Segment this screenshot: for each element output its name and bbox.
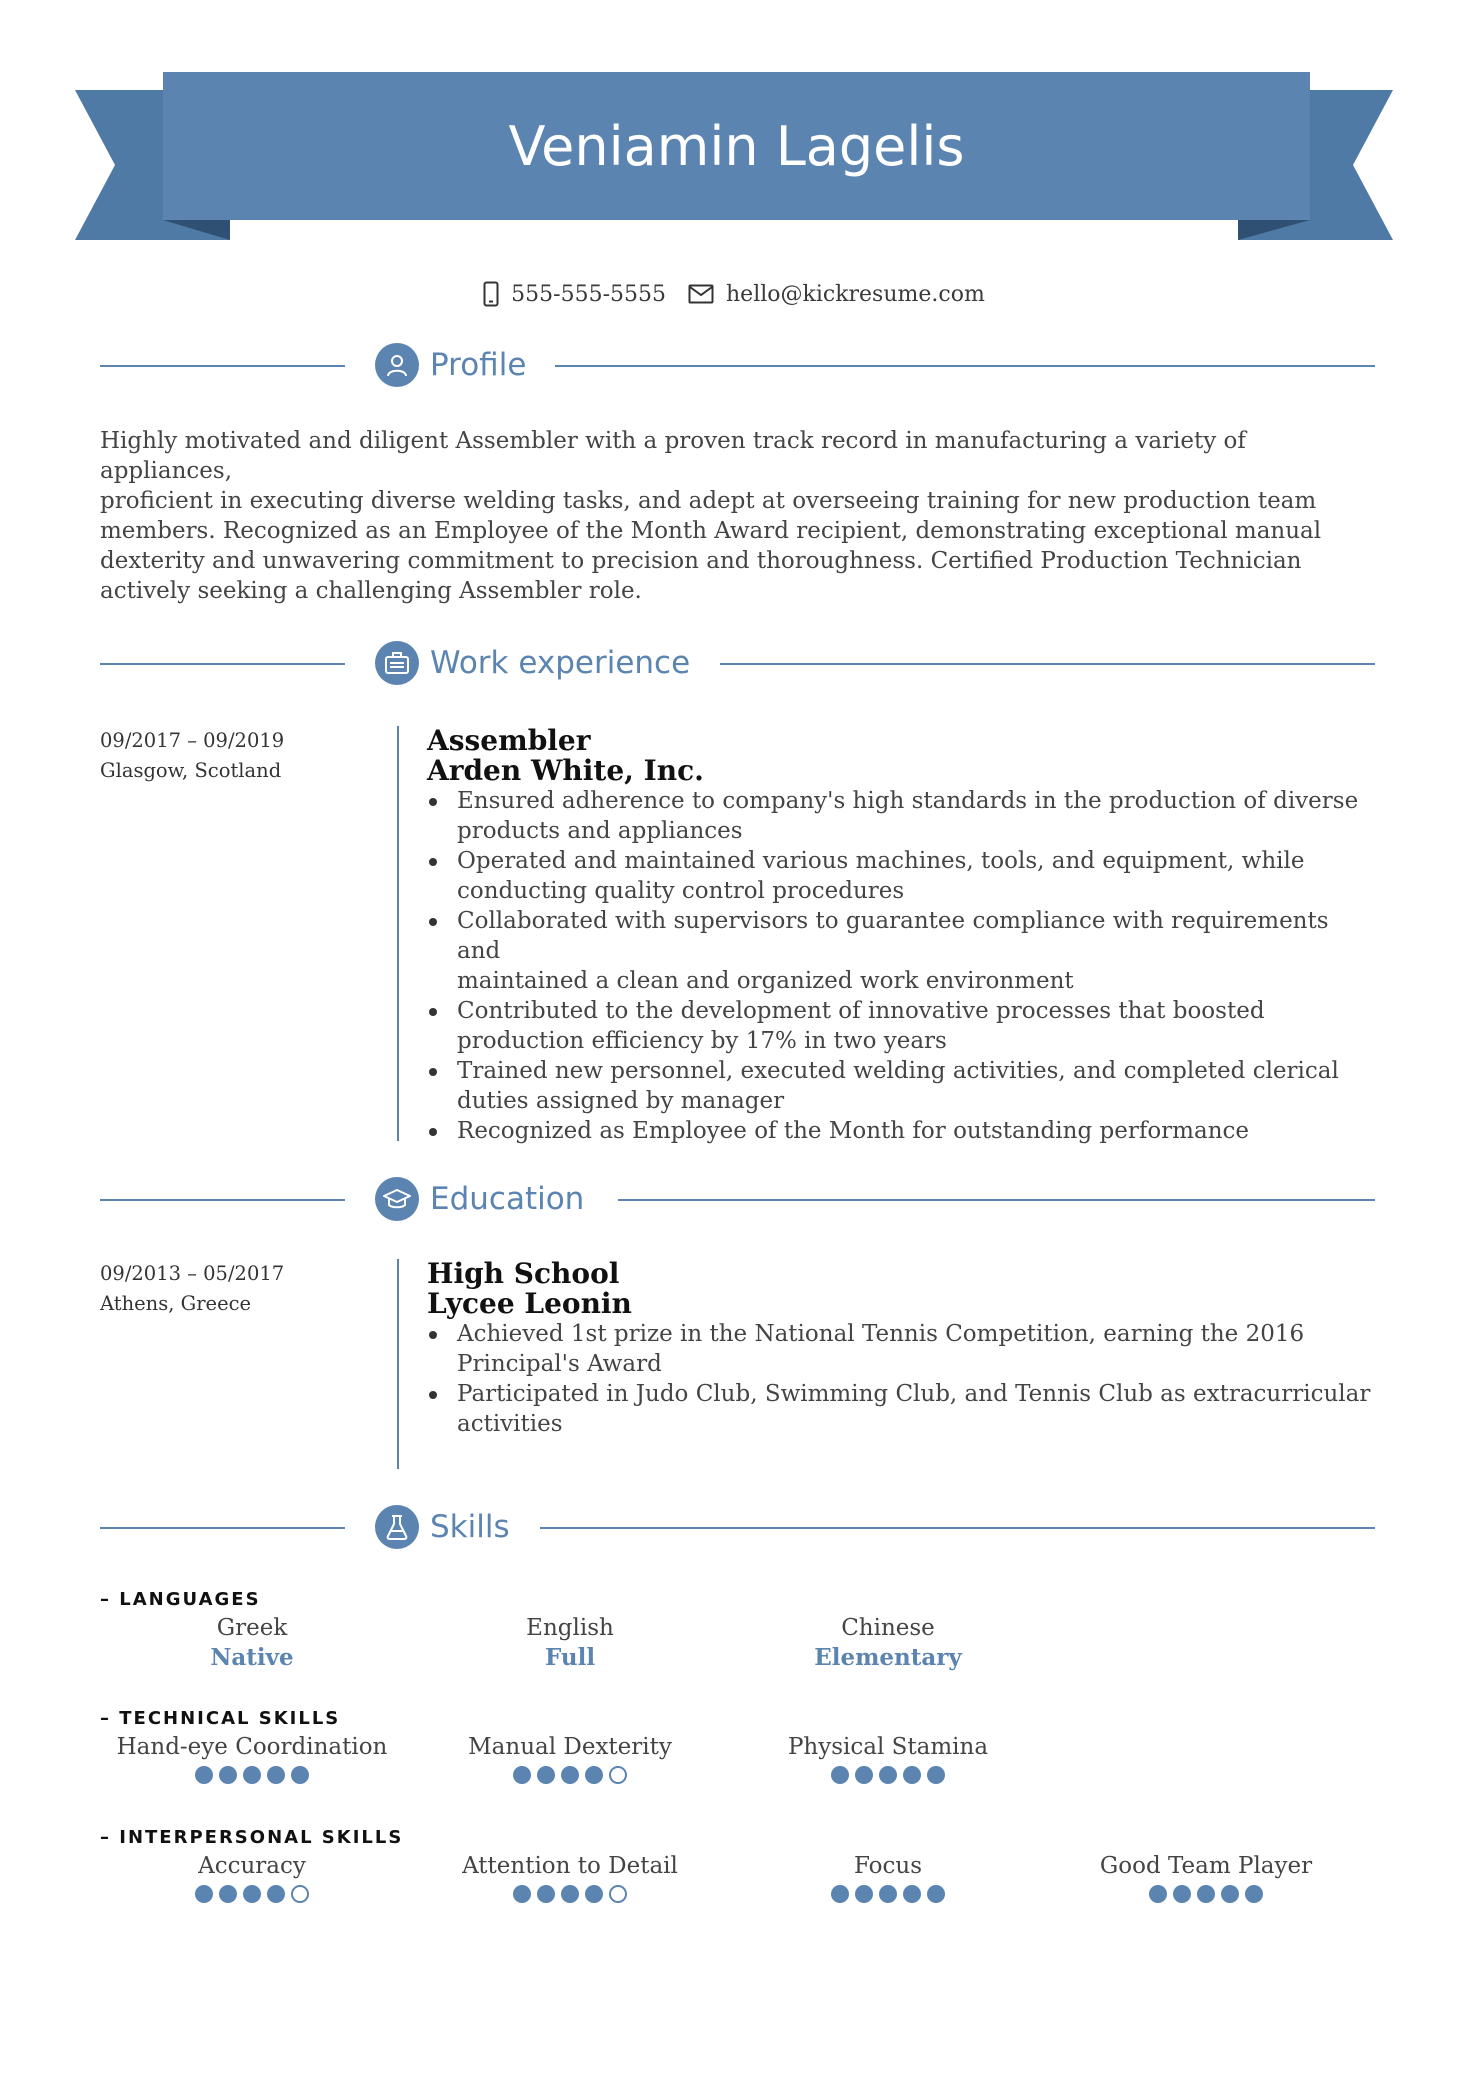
rating-dot-filled (831, 1766, 849, 1784)
phone-contact (483, 281, 666, 307)
work-entry (100, 724, 1380, 1144)
language-item: Chinese Elementary (814, 1615, 962, 1671)
skill-group-label-technical: – TECHNICAL SKILLS (100, 1708, 341, 1729)
entry-location: Athens, Greece (100, 1292, 252, 1315)
email-address[interactable]: hello@kickresume.com (726, 281, 985, 307)
section-heading-profile (100, 341, 1375, 391)
rating-dot-filled (1197, 1885, 1215, 1903)
divider-left (100, 663, 345, 665)
rating-dot-filled (855, 1885, 873, 1903)
section-title: Skills (430, 1509, 510, 1545)
rating-dot-filled (1173, 1885, 1191, 1903)
bullet-item: Recognized as Employee of the Month for outstanding performance (457, 1116, 1377, 1146)
skill-rating-item: Focus (728, 1851, 1048, 1903)
skill-group-label-interpersonal: – INTERPERSONAL SKILLS (100, 1827, 404, 1848)
rating-dot-filled (219, 1885, 237, 1903)
rating-dot-filled (195, 1766, 213, 1784)
profile-line: members. Recognized as an Employee of the Month Award recipient, demonstrating exceptional manual (100, 518, 1322, 544)
rating-dot-filled (1245, 1885, 1263, 1903)
rating-dot-empty (609, 1885, 627, 1903)
entry-dates: 09/2013 – 05/2017 (100, 1262, 285, 1285)
rating-dot-filled (879, 1885, 897, 1903)
profile-line: Highly motivated and diligent Assembler with a proven track record in manufacturing a variety of appliances, (100, 428, 1246, 484)
rating-dot-filled (903, 1766, 921, 1784)
skill-rating-item: Hand-eye Coordination (92, 1732, 412, 1784)
rating-dot-filled (561, 1885, 579, 1903)
bullet-item: Trained new personnel, executed welding activities, and completed clerical duties assigned by manager (457, 1056, 1377, 1116)
contact-row (0, 276, 1468, 312)
rating-dots (92, 1885, 412, 1903)
rating-dot-filled (1221, 1885, 1239, 1903)
flask-icon (375, 1505, 419, 1549)
divider-left (100, 365, 345, 367)
rating-dot-filled (831, 1885, 849, 1903)
entry-dates: 09/2017 – 09/2019 (100, 729, 285, 752)
rating-dot-filled (879, 1766, 897, 1784)
timeline-line (397, 726, 399, 1141)
phone-number[interactable]: 555-555-5555 (511, 281, 666, 307)
rating-dot-filled (219, 1766, 237, 1784)
skill-rating-item: Attention to Detail (410, 1851, 730, 1903)
candidate-name: Veniamin Lagelis (508, 114, 965, 178)
divider-right (720, 663, 1375, 665)
divider-right (618, 1199, 1375, 1201)
skill-group-label-languages: – LANGUAGES (100, 1589, 261, 1610)
company-name: Arden White, Inc. (427, 754, 704, 787)
skill-rating-item: Good Team Player (1046, 1851, 1366, 1903)
profile-line: dexterity and unwavering commitment to precision and thoroughness. Certified Production Technician (100, 548, 1302, 574)
rating-dot-filled (1149, 1885, 1167, 1903)
bullet-item: Operated and maintained various machines, tools, and equipment, while conducting quality control procedures (457, 846, 1377, 906)
email-icon (688, 284, 714, 304)
rating-dot-filled (291, 1766, 309, 1784)
rating-dot-filled (927, 1885, 945, 1903)
rating-dots (1046, 1885, 1366, 1903)
rating-dot-filled (585, 1766, 603, 1784)
section-heading-work (100, 639, 1375, 689)
skill-rating-item: Accuracy (92, 1851, 412, 1903)
rating-dots (410, 1766, 730, 1784)
timeline-line (397, 1259, 399, 1469)
rating-dots (728, 1885, 1048, 1903)
profile-line: actively seeking a challenging Assembler role. (100, 578, 642, 604)
bullet-item: Achieved 1st prize in the National Tennis Competition, earning the 2016 Principal's Award (457, 1319, 1377, 1379)
profile-summary (100, 426, 1380, 606)
phone-icon (483, 281, 499, 307)
rating-dots (92, 1766, 412, 1784)
rating-dot-filled (927, 1766, 945, 1784)
bullet-item: Ensured adherence to company's high standards in the production of diverse products and appliances (457, 786, 1377, 846)
rating-dot-empty (291, 1885, 309, 1903)
divider-left (100, 1527, 345, 1529)
rating-dot-filled (537, 1885, 555, 1903)
job-title: Assembler (427, 724, 591, 757)
section-title: Profile (430, 347, 527, 383)
school-name: Lycee Leonin (427, 1287, 632, 1320)
entry-location: Glasgow, Scotland (100, 759, 282, 782)
skill-rating-item: Manual Dexterity (410, 1732, 730, 1784)
language-item: Greek Native (210, 1615, 294, 1671)
graduation-cap-icon (375, 1177, 419, 1221)
email-contact (688, 282, 985, 307)
bullet-list (427, 1319, 1377, 1439)
rating-dot-filled (195, 1885, 213, 1903)
rating-dot-filled (561, 1766, 579, 1784)
section-title: Education (430, 1181, 585, 1217)
divider-left (100, 1199, 345, 1201)
profile-line: proficient in executing diverse welding tasks, and adept at overseeing training for new production team (100, 488, 1317, 514)
bullet-item: Collaborated with supervisors to guarantee compliance with requirements and maintained a clean and organized work environment (457, 906, 1377, 996)
bullet-item: Participated in Judo Club, Swimming Club, and Tennis Club as extracurricular activities (457, 1379, 1377, 1439)
education-entry (100, 1259, 1380, 1469)
section-title: Work experience (430, 645, 691, 681)
rating-dot-filled (267, 1885, 285, 1903)
divider-right (555, 365, 1375, 367)
rating-dot-filled (855, 1766, 873, 1784)
divider-right (540, 1527, 1375, 1529)
briefcase-icon (375, 641, 419, 685)
rating-dot-empty (609, 1766, 627, 1784)
rating-dot-filled (243, 1766, 261, 1784)
user-icon (375, 343, 419, 387)
entry-meta (100, 1259, 380, 1319)
degree-title: High School (427, 1257, 620, 1290)
rating-dot-filled (513, 1766, 531, 1784)
bullet-item: Contributed to the development of innovative processes that boosted production efficiency by 17% in two years (457, 996, 1377, 1056)
entry-meta (100, 726, 380, 786)
entry-body (427, 726, 1377, 1146)
rating-dot-filled (243, 1885, 261, 1903)
language-item: English Full (526, 1615, 614, 1671)
section-heading-skills (100, 1503, 1375, 1553)
header-banner (0, 0, 1468, 250)
rating-dots (728, 1766, 1048, 1784)
section-heading-education (100, 1175, 1375, 1225)
rating-dot-filled (513, 1885, 531, 1903)
rating-dots (410, 1885, 730, 1903)
rating-dot-filled (903, 1885, 921, 1903)
bullet-list (427, 786, 1377, 1146)
skill-rating-item: Physical Stamina (728, 1732, 1048, 1784)
rating-dot-filled (537, 1766, 555, 1784)
entry-body (427, 1259, 1377, 1439)
rating-dot-filled (585, 1885, 603, 1903)
rating-dot-filled (267, 1766, 285, 1784)
